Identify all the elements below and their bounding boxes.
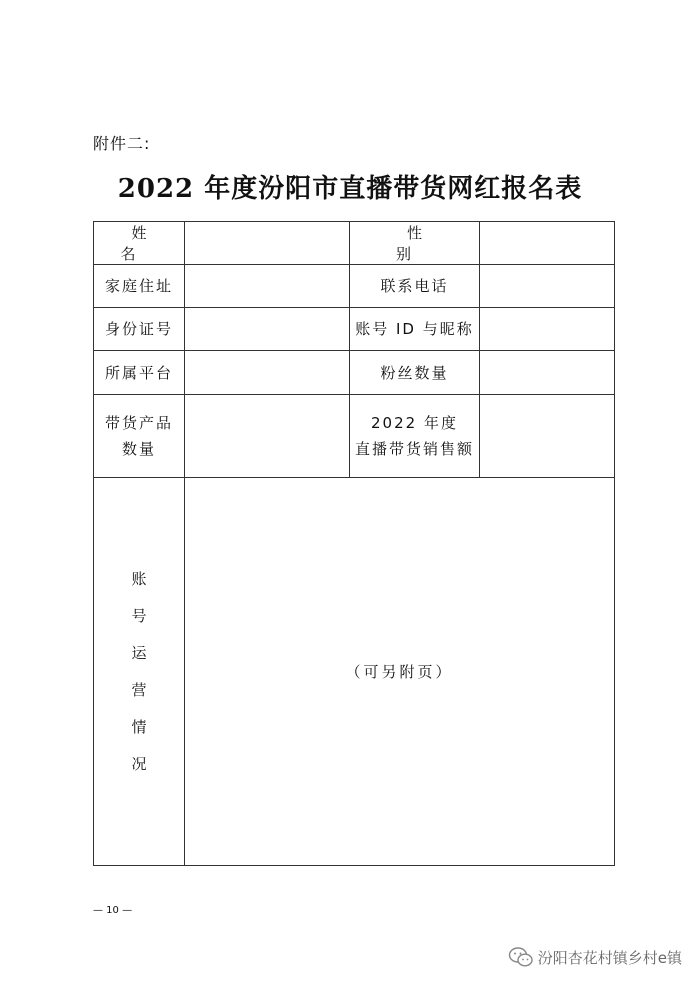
sales-label-cell [350, 395, 480, 478]
fans-count-label-cell [350, 351, 480, 395]
id-number-field[interactable] [185, 308, 350, 351]
operation-field[interactable] [185, 478, 615, 866]
product-count-label-line2: 数量 [121, 440, 156, 458]
form-title: 2022 年度汾阳市直播带货网红报名表 [117, 174, 583, 204]
product-count-field[interactable] [185, 395, 350, 478]
account-id-field[interactable] [480, 308, 615, 351]
attachment-label: 附件二: [93, 134, 151, 153]
fans-count-field[interactable] [480, 351, 615, 395]
id-number-label: 身份证号 [104, 320, 173, 338]
page-number: — 10 — [93, 905, 133, 916]
operation-label-char: 号 [131, 606, 147, 625]
product-count-label-cell [94, 395, 185, 478]
phone-field[interactable] [480, 265, 615, 308]
operation-label-char: 账 [131, 569, 147, 588]
sales-field[interactable] [480, 395, 615, 478]
platform-label: 所属平台 [104, 363, 173, 382]
form-row-platform-fans [94, 351, 615, 395]
operation-label-char: 运 [131, 643, 147, 662]
phone-label: 联系电话 [380, 277, 449, 295]
fans-count-label: 粉丝数量 [380, 363, 449, 382]
form-row-id-account [94, 308, 615, 351]
product-count-label-line1: 带货产品 [104, 414, 173, 432]
address-label: 家庭住址 [104, 277, 173, 295]
operation-label-char: 况 [131, 754, 147, 773]
name-label: 姓 名 [120, 224, 206, 263]
operation-label-char: 情 [131, 717, 147, 736]
phone-label-cell [350, 265, 480, 308]
operation-label-cell [94, 478, 185, 866]
sales-label-line2: 直播带货销售额 [354, 440, 474, 458]
operation-label-char: 营 [131, 680, 147, 699]
sales-label-line1: 2022 年度 [371, 414, 458, 432]
platform-field[interactable] [185, 351, 350, 395]
wechat-icon [508, 946, 534, 968]
watermark [508, 946, 682, 968]
form-row-address-phone [94, 265, 615, 308]
account-id-label: 账号 ID 与昵称 [355, 320, 474, 338]
address-label-cell [94, 265, 185, 308]
form-row-products-sales [94, 395, 615, 478]
form-row-name-gender [94, 222, 615, 265]
watermark-text: 汾阳杏花村镇乡村e镇 [537, 948, 682, 967]
id-number-label-cell [94, 308, 185, 351]
name-field[interactable] [185, 222, 350, 265]
account-id-label-cell [350, 308, 480, 351]
operation-note: （可另附页） [345, 663, 454, 681]
registration-form-table [93, 221, 615, 866]
platform-label-cell [94, 351, 185, 395]
form-row-operation [94, 478, 615, 866]
gender-label-cell [350, 222, 480, 265]
gender-label: 性 别 [395, 224, 482, 263]
address-field[interactable] [185, 265, 350, 308]
name-label-cell [94, 222, 206, 265]
gender-field[interactable] [480, 222, 615, 265]
